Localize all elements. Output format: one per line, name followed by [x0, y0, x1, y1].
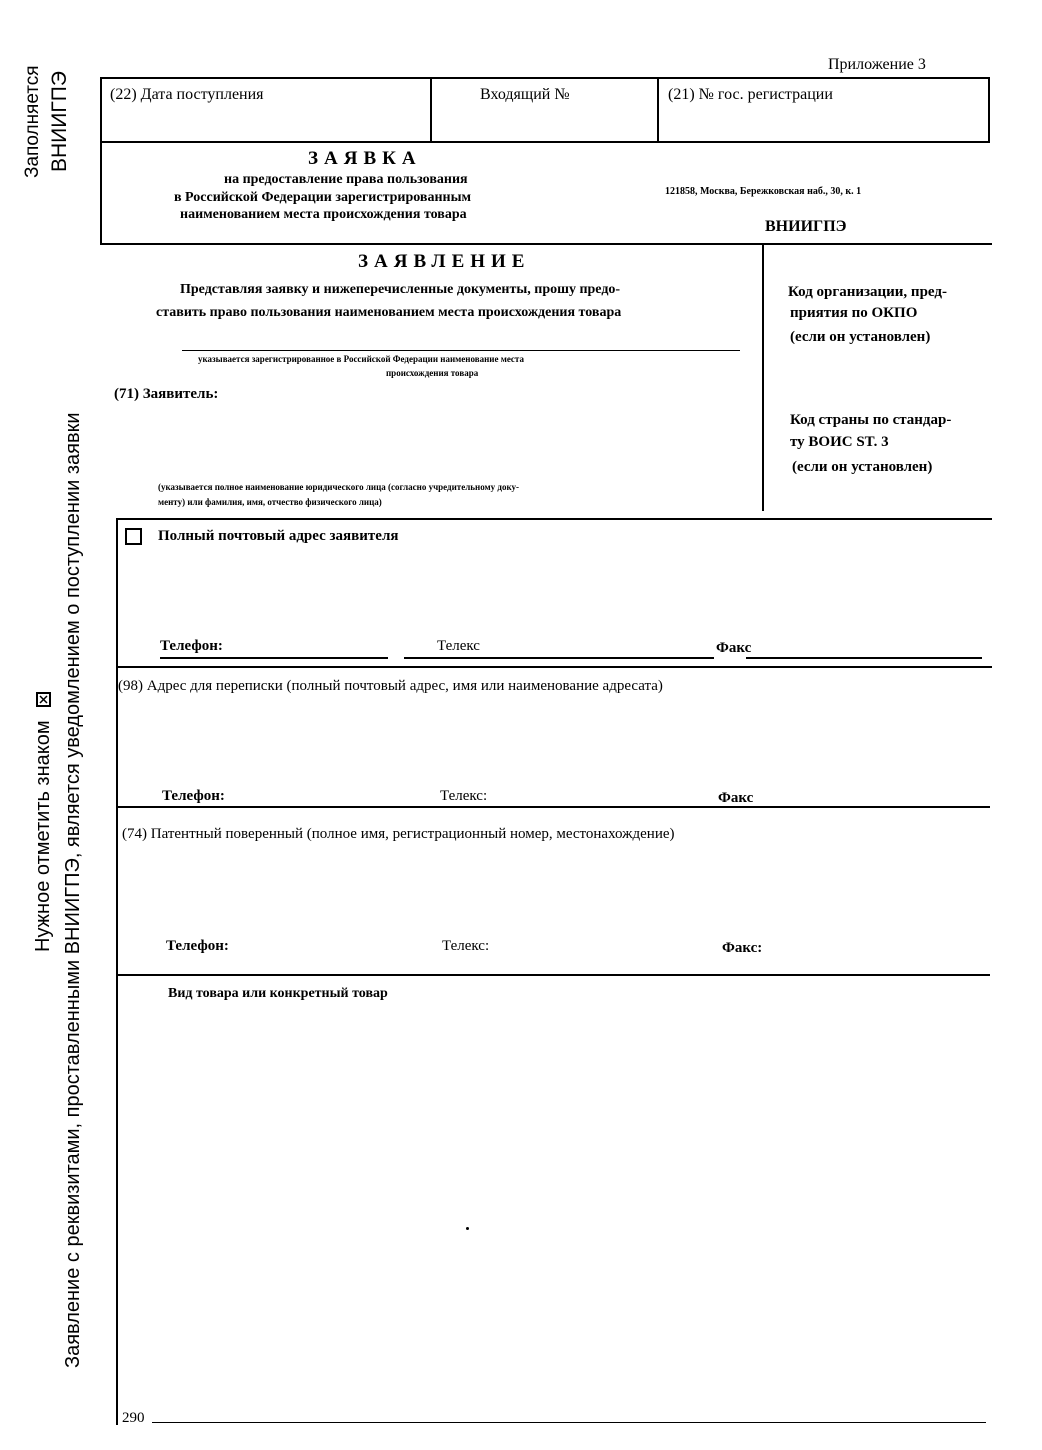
appendix-label: Приложение 3: [828, 56, 926, 73]
statement-text-1: Представляя заявку и нижеперечисленные документы, прошу предо-: [180, 282, 621, 297]
address-telex-label: Телекс: [437, 638, 480, 654]
address-fax-line: [746, 657, 982, 659]
country-label-1: Код страны по стандар-: [790, 412, 952, 428]
okpo-label-2: приятия по ОКПО: [790, 305, 918, 321]
side-filled-by: [22, 65, 44, 178]
address-telex-line: [404, 657, 714, 659]
stray-dot: [466, 1227, 469, 1230]
okpo-label-1: Код организации, пред-: [788, 284, 947, 300]
country-label-3: (если он установлен): [792, 459, 933, 475]
statement-name-line: [182, 350, 740, 351]
page-number: 290: [122, 1410, 145, 1426]
applicant-note-1: (указывается полное наименование юридического лица (согласно учредительному доку-: [158, 482, 520, 492]
side-filled-by-org: ВНИИГПЭ: [48, 71, 71, 172]
attorney-label: (74) Патентный поверенный (полное имя, регистрационный номер, местонахождение): [122, 826, 675, 842]
footer-line: [152, 1422, 986, 1423]
statement-title: ЗАЯВЛЕНИЕ: [358, 251, 531, 272]
application-subtitle-1: на предоставление права пользования: [224, 172, 468, 187]
correspondence-fax-label: Факс: [718, 790, 754, 806]
correspondence-label: (98) Адрес для переписки (полный почтовый адрес, имя или наименование адресата): [118, 678, 663, 694]
checked-box-icon: [36, 692, 51, 707]
top-divider-1: [430, 77, 432, 143]
org-address: 121858, Москва, Бережковская наб., 30, к. 1: [665, 186, 862, 197]
title-block-bottom: [100, 243, 992, 245]
statement-note-1: указывается зарегистрированное в Российской Федерации наименование места: [198, 354, 524, 364]
top-row-bottom: [100, 141, 990, 143]
side-filled-by-line1: Заполняется: [22, 65, 43, 178]
statement-text-2: ставить право пользования наименованием места происхождения товара: [156, 305, 622, 320]
application-subtitle-3: наименованием места происхождения товара: [180, 207, 467, 222]
correspondence-telex-label: Телекс:: [440, 788, 488, 804]
applicant-note-2: менту) или фамилия, имя, отчество физического лица): [158, 497, 382, 507]
statement-bottom: [116, 518, 992, 520]
side-mark-note: Нужное отметить знаком: [32, 692, 55, 952]
attorney-fax-label: Факс:: [722, 940, 763, 956]
frame-left-lower: [116, 520, 118, 1425]
goods-label: Вид товара или конкретный товар: [168, 986, 388, 1001]
receipt-date-label: (22) Дата поступления: [110, 86, 264, 103]
address-label: Полный почтовый адрес заявителя: [158, 528, 399, 544]
country-label-2: ту ВОИС ST. 3: [790, 434, 889, 450]
okpo-label-3: (если он установлен): [790, 329, 931, 345]
statement-note-2: происхождения товара: [386, 368, 479, 378]
incoming-no-label: Входящий №: [480, 86, 570, 103]
attorney-phone-label: Телефон:: [166, 938, 229, 954]
frame-top: [100, 77, 990, 79]
applicant-label: (71) Заявитель:: [114, 386, 219, 402]
attorney-telex-label: Телекс:: [442, 938, 490, 954]
side-notice: Заявление с реквизитами, проставленными ВНИИГПЭ, является уведомлением о поступлении заявки: [62, 412, 84, 1368]
frame-right: [988, 77, 990, 143]
address-bottom: [116, 666, 992, 668]
address-phone-label: Телефон:: [160, 638, 223, 654]
application-subtitle-2: в Российской Федерации зарегистрированным: [174, 190, 472, 205]
reg-no-label: (21) № гос. регистрации: [668, 86, 833, 103]
frame-left: [100, 77, 102, 243]
top-divider-2: [657, 77, 659, 143]
statement-right-divider: [762, 243, 764, 511]
application-title: ЗАЯВКА: [308, 148, 422, 169]
address-checkbox[interactable]: [125, 528, 142, 545]
address-fax-label: Факс: [716, 640, 752, 656]
attorney-bottom: [116, 974, 990, 976]
correspondence-bottom: [116, 806, 990, 808]
address-phone-line: [160, 657, 388, 659]
correspondence-phone-label: Телефон:: [162, 788, 225, 804]
org-name: ВНИИГПЭ: [765, 218, 847, 235]
